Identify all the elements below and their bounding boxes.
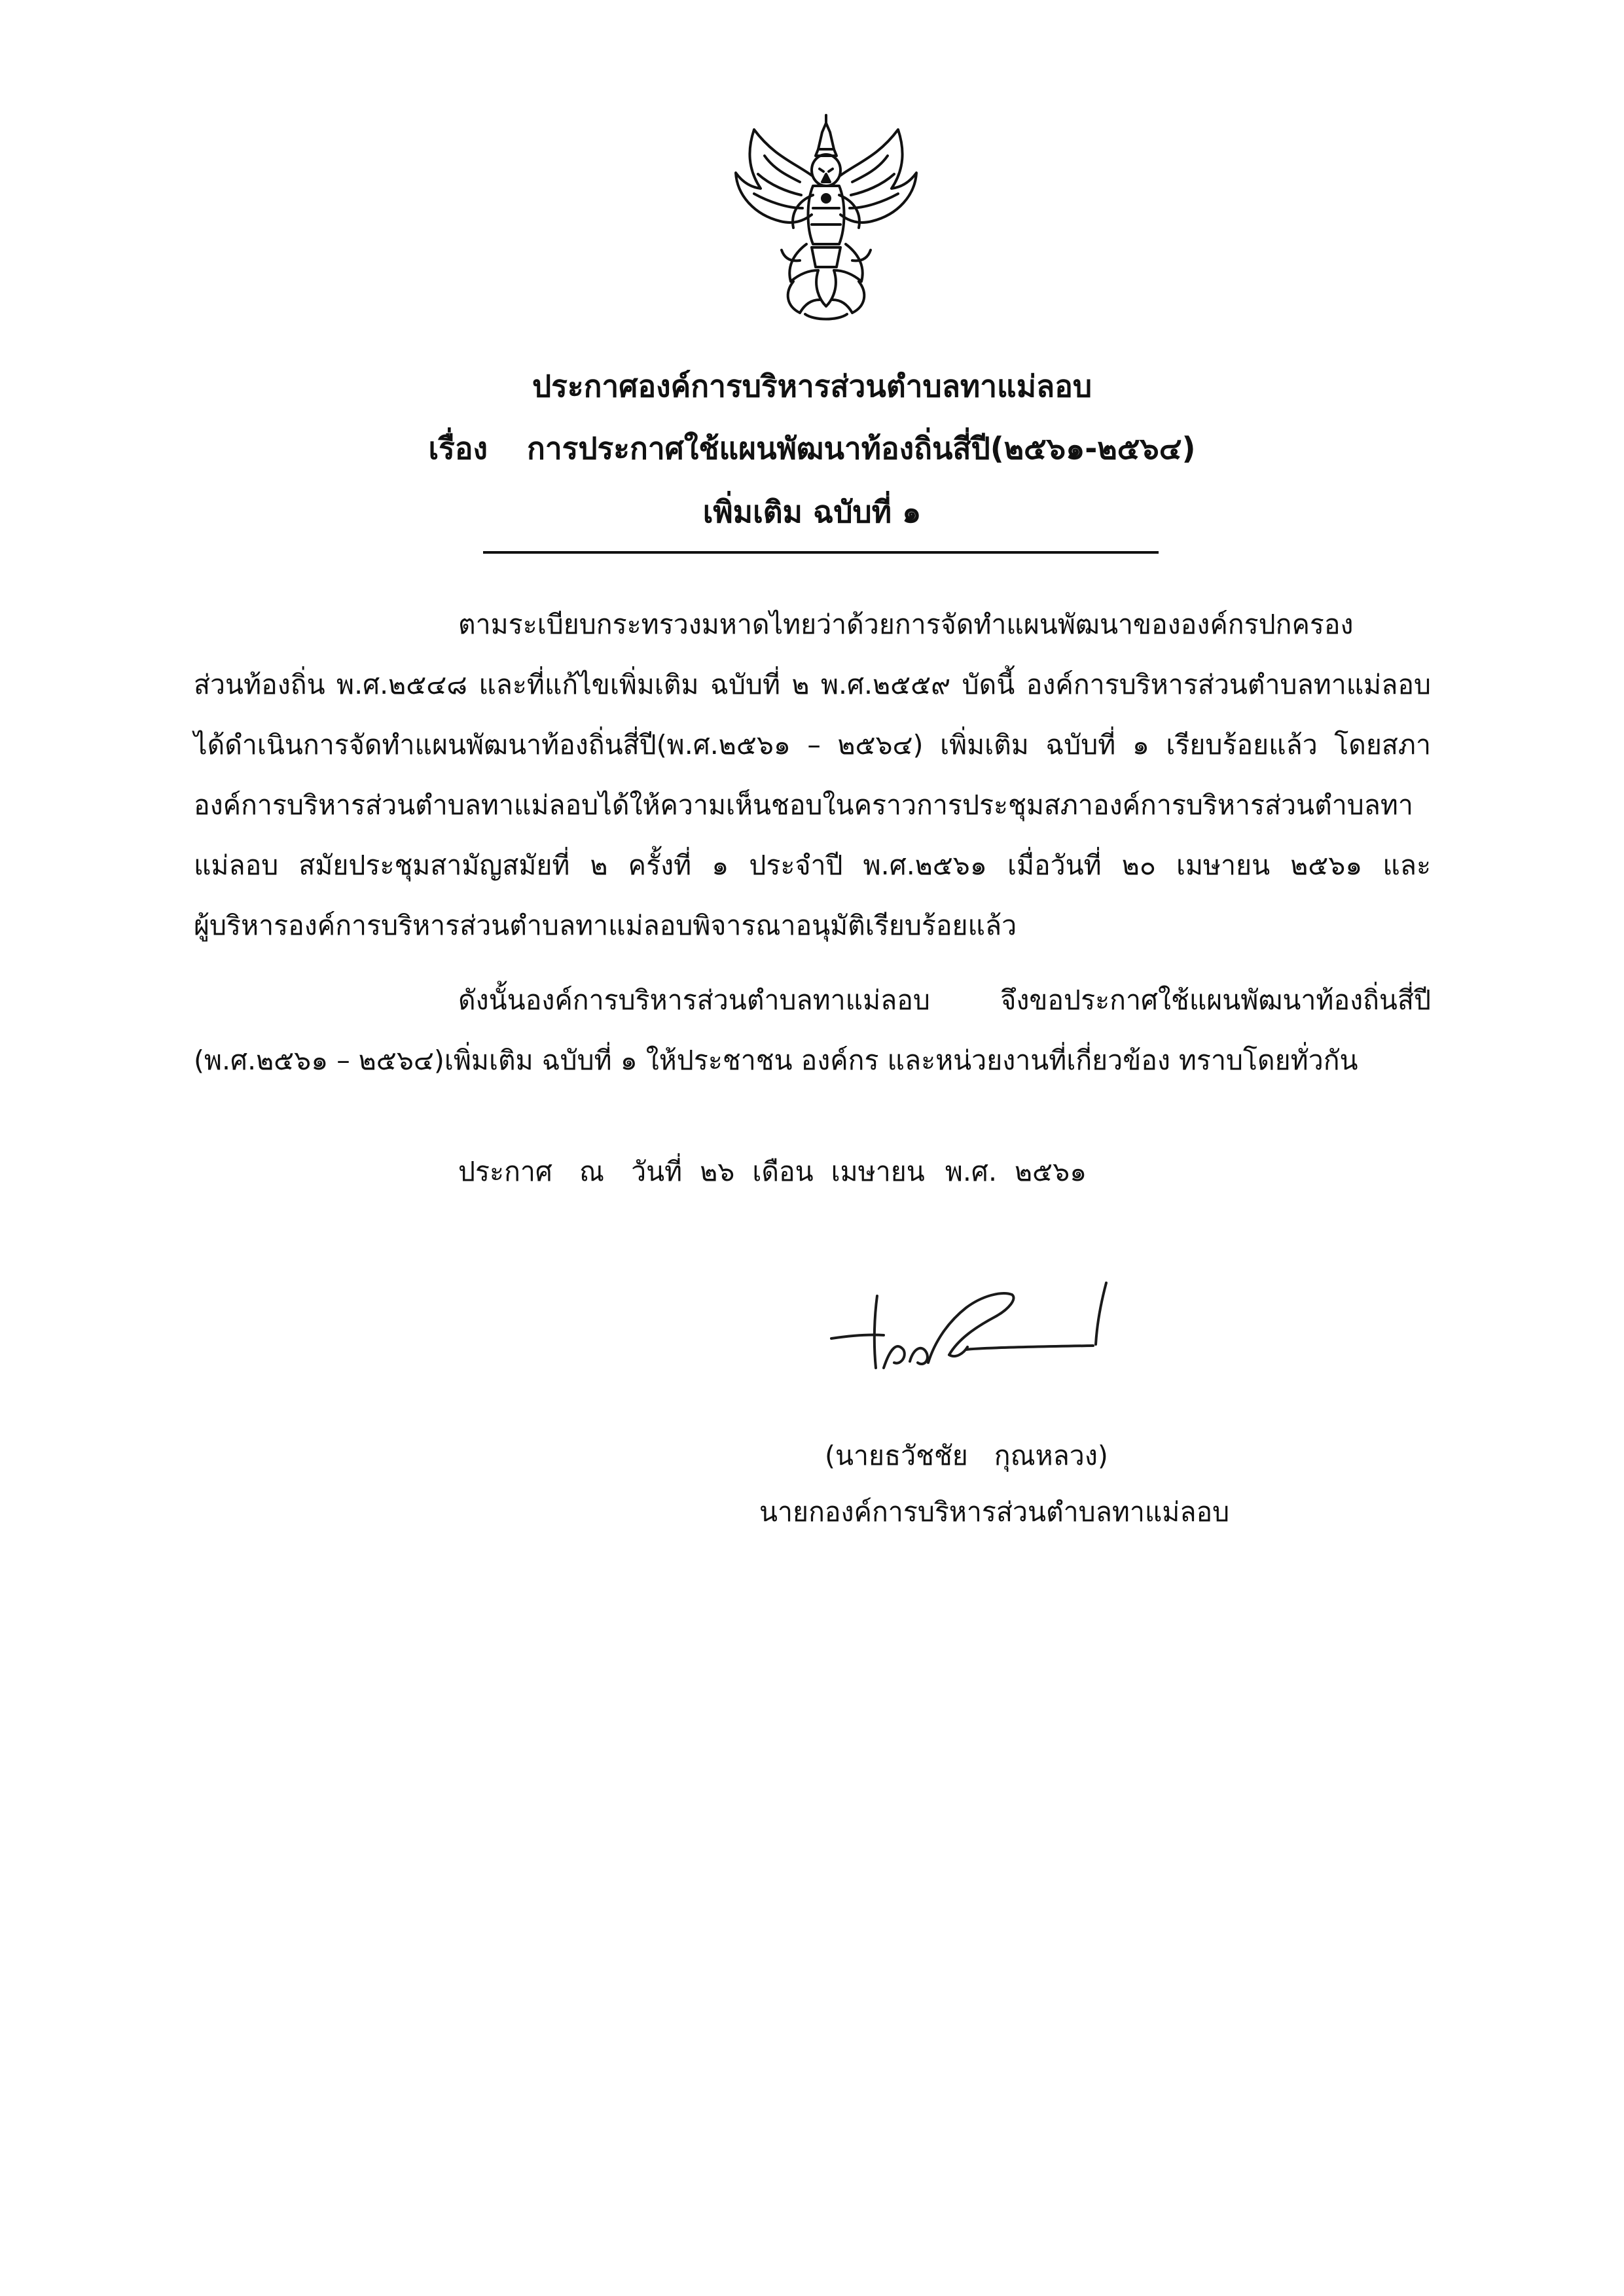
paragraph-1-line: ส่วนท้องถิ่น พ.ศ.๒๕๔๘ และที่แก้ไขเพิ่มเติม ฉบับที่ ๒ พ.ศ.๒๕๕๙ บัดนี้ องค์การบริหารส่วนตำบลทาแม่ลอบ xyxy=(194,669,1431,700)
at-word: ณ xyxy=(579,1156,605,1187)
paragraph-1-line: องค์การบริหารส่วนตำบลทาแม่ลอบได้ให้ความเห็นชอบในคราวการประชุมสภาองค์การบริหารส่วนตำบลทา xyxy=(194,789,1413,821)
title-underline xyxy=(483,551,1159,554)
announce-word: ประกาศ xyxy=(458,1156,552,1187)
subject-text: การประกาศใช้แผนพัฒนาท้องถิ่นสี่ปี(๒๕๖๑-๒๕๖๔) xyxy=(526,431,1196,466)
paragraph-1-line: แม่ลอบ สมัยประชุมสามัญสมัยที่ ๒ ครั้งที่ ๑ ประจำปี พ.ศ.๒๕๖๑ เมื่อวันที่ ๒๐ เมษายน ๒๕๖๑ และ xyxy=(194,850,1431,881)
announcement-edition: เพิ่มเติม ฉบับที่ ๑ xyxy=(702,494,922,529)
day-value: ๒๖ xyxy=(700,1156,735,1187)
handwritten-signature-icon xyxy=(818,1276,1139,1394)
subject-label: เรื่อง xyxy=(428,431,488,466)
year-label: พ.ศ. xyxy=(945,1156,997,1187)
month-value: เมษายน xyxy=(831,1156,925,1187)
announcement-date xyxy=(458,1153,1105,1190)
signer-name xyxy=(825,1437,1108,1474)
signer-last-name: กุณหลวง) xyxy=(994,1440,1108,1471)
paragraph-1-line: ได้ดำเนินการจัดทำแผนพัฒนาท้องถิ่นสี่ปี(พ.ศ.๒๕๖๑ – ๒๕๖๔) เพิ่มเติม ฉบับที่ ๑ เรียบร้อยแล้ว โดยสภา xyxy=(194,729,1431,761)
year-value: ๒๕๖๑ xyxy=(1015,1156,1087,1187)
signer-first-name: (นายธวัชชัย xyxy=(825,1440,968,1471)
announcement-subject xyxy=(0,429,1624,468)
paragraph-1-line: ผู้บริหารองค์การบริหารส่วนตำบลทาแม่ลอบพิจารณาอนุมัติเรียบร้อยแล้ว xyxy=(194,910,1017,941)
paragraph-2-line: (พ.ศ.๒๕๖๑ – ๒๕๖๔)เพิ่มเติม ฉบับที่ ๑ ให้ประชาชน องค์กร และหน่วยงานที่เกี่ยวข้อง ทราบโดยทั่วกัน xyxy=(194,1045,1358,1076)
signer-position: นายกองค์การบริหารส่วนตำบลทาแม่ลอบ xyxy=(759,1496,1230,1528)
garuda-emblem-icon xyxy=(728,110,924,326)
month-label: เดือน xyxy=(752,1156,814,1187)
paragraph-2-line: ดังนั้นองค์การบริหารส่วนตำบลทาแม่ลอบ จึงขอประกาศใช้แผนพัฒนาท้องถิ่นสี่ปี xyxy=(458,984,1431,1016)
paragraph-1-line: ตามระเบียบกระทรวงมหาดไทยว่าด้วยการจัดทำแผนพัฒนาขององค์กรปกครอง xyxy=(458,609,1354,640)
announcement-title: ประกาศองค์การบริหารส่วนตำบลทาแม่ลอบ xyxy=(532,368,1092,404)
day-label: วันที่ xyxy=(631,1156,683,1187)
